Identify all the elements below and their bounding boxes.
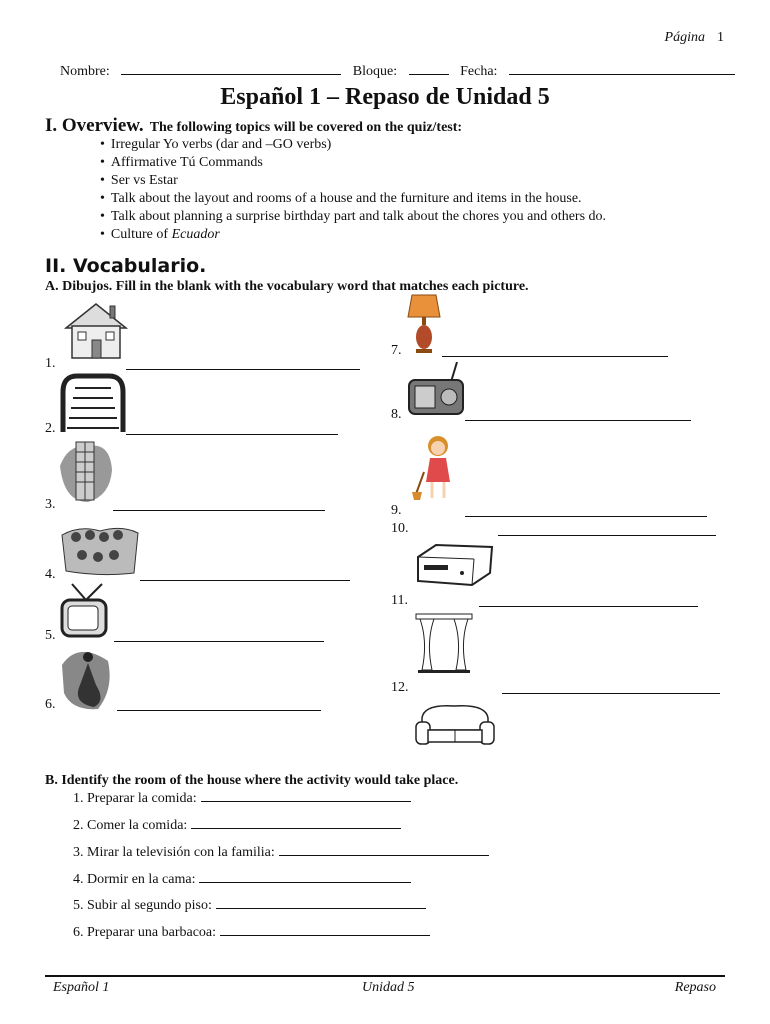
list-item: • Talk about planning a surprise birthday part and talk about the chores you and others do.	[100, 208, 606, 226]
lamp-icon	[406, 293, 442, 355]
item-number: 1.	[45, 356, 56, 371]
date-label: Fecha:	[460, 64, 498, 79]
answer-blank[interactable]	[117, 710, 321, 711]
part-a-instructions: A. Dibujos. Fill in the blank with the vocabulary word that matches each picture.	[45, 279, 529, 294]
apartment-building-icon	[58, 436, 114, 506]
topics-list	[100, 136, 606, 244]
item-number: 3.	[45, 497, 56, 512]
answer-blank[interactable]	[114, 641, 324, 642]
block-field[interactable]	[409, 73, 449, 75]
answer-blank[interactable]	[126, 434, 338, 435]
item-number: 6.	[45, 697, 56, 712]
answer-blank[interactable]	[191, 827, 401, 829]
item-number: 5.	[45, 628, 56, 643]
list-item: • Irregular Yo verbs (dar and –GO verbs)	[100, 136, 606, 154]
answer-blank[interactable]	[201, 800, 411, 802]
dancer-icon	[58, 645, 114, 711]
item-number: 11.	[391, 593, 408, 608]
answer-blank[interactable]	[113, 510, 325, 511]
activity-row: 1. Preparar la comida:	[73, 791, 411, 807]
answer-blank[interactable]	[126, 369, 360, 370]
item-number: 10.	[391, 521, 409, 536]
page-title: Español 1 – Repaso de Unidad 5	[220, 84, 550, 110]
block-label: Bloque:	[352, 64, 398, 79]
date-field[interactable]	[509, 73, 735, 75]
part-b-instructions: B. Identify the room of the house where the activity would take place.	[45, 773, 459, 788]
footer-right: Repaso	[674, 980, 716, 995]
staircase-icon	[57, 372, 129, 434]
list-item: • Talk about the layout and rooms of a house and the furniture and items in the house.	[100, 190, 606, 208]
item-number: 4.	[45, 567, 56, 582]
dvd-player-icon	[414, 543, 494, 587]
item-number: 8.	[391, 407, 402, 422]
sofa-icon	[414, 700, 496, 750]
girl-sweeping-icon	[412, 432, 462, 504]
curtains-icon	[414, 612, 474, 674]
answer-blank[interactable]	[442, 356, 668, 357]
list-item: • Ser vs Estar	[100, 172, 606, 190]
answer-blank[interactable]	[216, 907, 426, 909]
activity-row: 5. Subir al segundo piso:	[73, 898, 426, 914]
item-number: 12.	[391, 680, 409, 695]
answer-blank[interactable]	[465, 516, 707, 517]
answer-blank[interactable]	[140, 580, 350, 581]
house-icon	[62, 300, 130, 360]
footer-center: Unidad 5	[362, 980, 415, 995]
answer-blank[interactable]	[279, 854, 489, 856]
name-label: Nombre:	[60, 64, 110, 79]
overview-heading: I. Overview. The following topics will be covered on the quiz/test:	[45, 115, 463, 136]
radio-icon	[407, 362, 465, 418]
television-icon	[58, 582, 114, 640]
garden-icon	[60, 515, 140, 577]
student-info-line	[60, 64, 739, 80]
page-number-label: Página 1	[664, 30, 724, 45]
answer-blank[interactable]	[465, 420, 691, 421]
list-item: • Affirmative Tú Commands	[100, 154, 606, 172]
name-field[interactable]	[121, 73, 341, 75]
footer-left: Español 1	[53, 980, 110, 995]
overview-intro: The following topics will be covered on the quiz/test:	[149, 120, 463, 135]
item-number: 2.	[45, 421, 56, 436]
vocabulary-heading: II. Vocabulario.	[45, 255, 207, 277]
answer-blank[interactable]	[220, 934, 430, 936]
answer-blank[interactable]	[199, 881, 411, 883]
answer-blank[interactable]	[502, 693, 720, 694]
activity-row: 4. Dormir en la cama:	[73, 872, 411, 888]
activity-row: 3. Mirar la televisión con la familia:	[73, 845, 489, 861]
item-number: 9.	[391, 503, 402, 518]
answer-blank[interactable]	[479, 606, 698, 607]
activity-row: 2. Comer la comida:	[73, 818, 401, 834]
footer-divider	[45, 975, 725, 977]
item-number: 7.	[391, 343, 402, 358]
answer-blank[interactable]	[498, 535, 716, 536]
activity-row: 6. Preparar una barbacoa:	[73, 925, 430, 941]
list-item: • Culture of Ecuador	[100, 226, 606, 244]
